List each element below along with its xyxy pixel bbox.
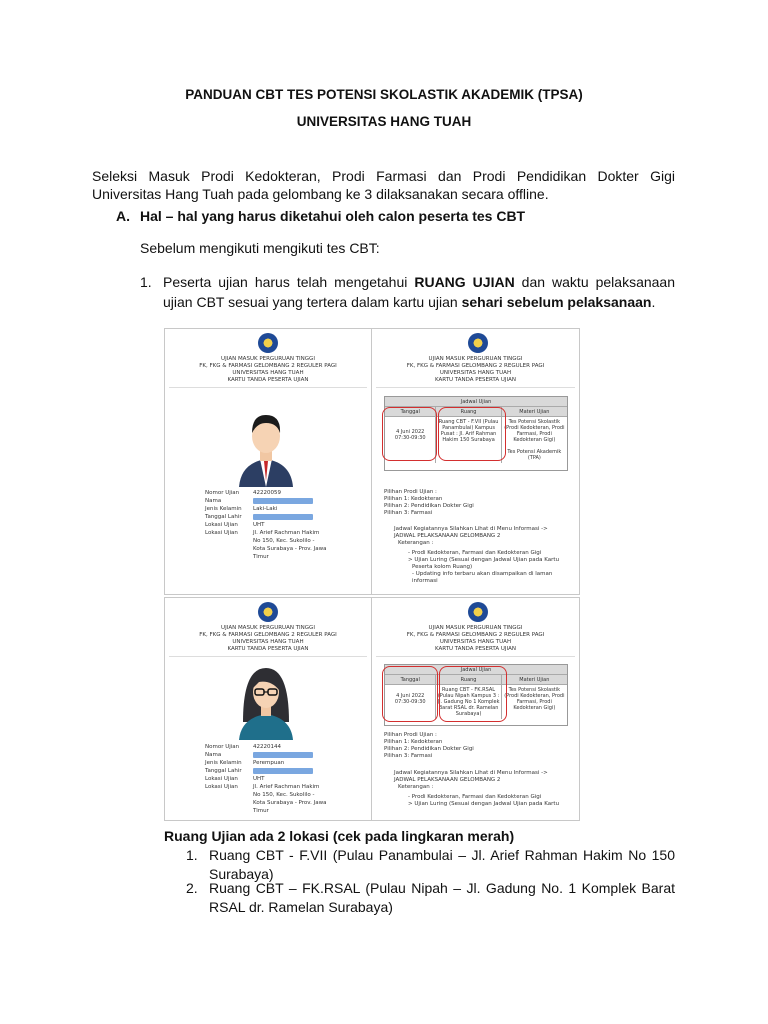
- room-line-2: RSAL dr. Ramelan Surabaya): [209, 899, 393, 915]
- participant-info: [205, 743, 343, 815]
- prodi-choices: [384, 732, 559, 808]
- card-header-line: FK, FKG & FARMASI GELOMBANG 2 REGULER PAGI: [199, 363, 337, 369]
- item1-line-2: [163, 292, 675, 312]
- keterangan-line: > Ujian Luring (Sesuai dengan Jadwal Ujian pada Kartu: [408, 801, 560, 807]
- schedule-note: JADWAL PELAKSANAAN GELOMBANG 2: [394, 533, 501, 539]
- item1-text-c: dan waktu pelaksanaan: [514, 274, 675, 290]
- divider: [169, 656, 367, 657]
- keterangan-label: Keterangan :: [398, 784, 434, 790]
- card-header-line: KARTU TANDA PESERTA UJIAN: [434, 646, 517, 652]
- item1-line-1: [163, 272, 675, 292]
- prodi-choice: Pilihan 2: Pendidikan Dokter Gigi: [384, 503, 474, 509]
- card-header-line: UNIVERSITAS HANG TUAH: [439, 370, 512, 376]
- sehari-emphasis: sehari sebelum pelaksanaan: [461, 294, 652, 310]
- value-alamat: Jl. Arief Rachman Hakim: [253, 784, 320, 790]
- item1-text-f: .: [651, 294, 656, 310]
- cell-tanggal: 4 Juni 2022: [396, 429, 425, 435]
- col-materi: Materi Ujian: [519, 409, 550, 415]
- keterangan-line: - Prodi Kedokteran, Farmasi dan Kedokteran Gigi: [408, 550, 542, 556]
- highlight-circle: [438, 407, 506, 461]
- keterangan-line: > Ujian Luring (Sesuai dengan Jadwal Ujian pada Kartu: [408, 557, 560, 563]
- prodi-heading: Pilihan Prodi Ujian :: [384, 489, 437, 495]
- cell-tanggal: 4 Juni 2022: [396, 693, 425, 699]
- card-header-line: FK, FKG & FARMASI GELOMBANG 2 REGULER PAGI: [406, 632, 545, 638]
- lokasi-heading: Ruang Ujian ada 2 lokasi (cek pada lingkaran merah): [164, 828, 515, 844]
- label-lokasi: Lokasi Ujian: [205, 522, 238, 528]
- prodi-choice: Pilihan 1: Kedokteran: [384, 496, 443, 502]
- label-jk: Jenis Kelamin: [205, 506, 242, 512]
- university-seal-icon: [468, 333, 488, 353]
- intro-paragraph: [92, 167, 675, 203]
- label-nama: Nama: [205, 752, 222, 758]
- label-jk: Jenis Kelamin: [205, 760, 242, 766]
- value-lokasi: UHT: [253, 776, 265, 782]
- card-header-line: UNIVERSITAS HANG TUAH: [232, 639, 304, 645]
- intro-line-2: Universitas Hang Tuah pada gelombang ke 3 dilaksanakan secara offline.: [92, 186, 549, 202]
- doc-subtitle: UNIVERSITAS HANG TUAH: [296, 114, 472, 129]
- keterangan-label: Keterangan :: [398, 540, 434, 546]
- card-header-line: UNIVERSITAS HANG TUAH: [439, 639, 512, 645]
- schedule-table-title: Jadwal Ujian: [385, 665, 567, 675]
- card-header-line: FK, FKG & FARMASI GELOMBANG 2 REGULER PAGI: [199, 632, 337, 638]
- prodi-heading: Pilihan Prodi Ujian :: [384, 732, 437, 738]
- card-header-line: UJIAN MASUK PERGURUAN TINGGI: [221, 625, 315, 631]
- card-header-line: KARTU TANDA PESERTA UJIAN: [227, 646, 309, 652]
- col-ruang: Ruang: [436, 407, 501, 416]
- prodi-choice: Pilihan 1: Kedokteran: [384, 739, 443, 745]
- card-header: [372, 625, 579, 653]
- value-nomor: 42220059: [253, 490, 281, 496]
- prodi-choice: Pilihan 2: Pendidikan Dokter Gigi: [384, 746, 474, 752]
- col-tanggal: Tanggal: [385, 407, 436, 416]
- prodi-choices: [384, 489, 579, 585]
- label-lokasi: Lokasi Ujian: [205, 776, 238, 782]
- list-item-number: 1.: [186, 847, 198, 863]
- prodi-choice: Pilihan 3: Farmasi: [384, 510, 433, 516]
- exam-card-screenshot-2: [164, 597, 580, 821]
- list-item-number: 1.: [140, 274, 152, 290]
- item1-text-d: ujian CBT sesuai yang tertera dalam kartu ujian: [163, 294, 462, 310]
- male-avatar-icon: [235, 409, 297, 487]
- card-header-line: UNIVERSITAS HANG TUAH: [232, 370, 304, 376]
- cell-jam: 07:30-09:30: [394, 699, 426, 705]
- col-ruang: Ruang: [436, 675, 501, 684]
- highlight-circle: [439, 666, 507, 722]
- value-lokasi: UHT: [253, 522, 265, 528]
- section-a-heading: [116, 208, 525, 224]
- keterangan-line: - Updating info terbaru akan disampaikan di laman informasi: [412, 571, 553, 584]
- redacted-field: [253, 498, 313, 504]
- divider: [169, 387, 367, 388]
- section-a-text: Hal – hal yang harus diketahui oleh calon peserta tes CBT: [140, 208, 526, 224]
- cell-ruang: Ruang CBT - FK.RSAL (Pulau Nipah Kampus 3 : Jl. Gadung No 1 Komplek Barat RSAL dr. Ramelan Surabaya): [436, 685, 501, 719]
- card-header: [165, 625, 371, 653]
- cell-materi: Tes Potensi Skolastik (Prodi Kedokteran, Prodi Farmasi, Prodi Kedokteran Gigi): [504, 419, 565, 443]
- room-line-2: Surabaya): [209, 866, 274, 882]
- cell-materi: Tes Potensi Skolastik (Prodi Kedokteran, Prodi Farmasi, Prodi Kedokteran Gigi): [504, 687, 565, 711]
- label-nomor: Nomor Ujian: [205, 490, 240, 496]
- redacted-field: [253, 768, 313, 774]
- value-alamat: No 150, Kec. Sukolilo -: [253, 538, 315, 544]
- card-header-line: KARTU TANDA PESERTA UJIAN: [434, 377, 517, 383]
- highlight-circle: [382, 407, 437, 461]
- cell-ruang: Ruang CBT - F.VII (Pulau Panambulai) Kampus Pusat : Jl. Arif Rahman Hakim 150 Surabaya: [436, 417, 501, 463]
- room-line-1: Ruang CBT – FK.RSAL (Pulau Nipah – Jl. Gadung No. 1 Komplek Barat: [209, 880, 675, 896]
- value-alamat: No 150, Kec. Sukolilo -: [253, 792, 315, 798]
- cell-materi: Tes Potensi Akademik (TPA): [507, 449, 562, 461]
- schedule-note: Jadwal Kegiatannya Silahkan Lihat di Menu Informasi ->: [394, 526, 548, 532]
- card-header: [165, 356, 371, 384]
- university-seal-icon: [258, 602, 278, 622]
- participant-info: [205, 489, 343, 561]
- redacted-field: [253, 752, 313, 758]
- card-right-panel: [372, 598, 579, 820]
- keterangan-line: Peserta kolom Ruang): [412, 564, 473, 570]
- schedule-note: Jadwal Kegiatannya Silahkan Lihat di Menu Informasi ->: [394, 770, 548, 776]
- doc-title: PANDUAN CBT TES POTENSI SKOLASTIK AKADEMIK (TPSA): [185, 87, 583, 102]
- university-seal-icon: [258, 333, 278, 353]
- item1-text-a: Peserta ujian harus telah mengetahui: [163, 274, 415, 290]
- university-seal-icon: [468, 602, 488, 622]
- prodi-choice: Pilihan 3: Farmasi: [384, 753, 433, 759]
- card-header-line: UJIAN MASUK PERGURUAN TINGGI: [221, 356, 315, 362]
- schedule-note: JADWAL PELAKSANAAN GELOMBANG 2: [394, 777, 501, 783]
- card-header-line: FK, FKG & FARMASI GELOMBANG 2 REGULER PAGI: [406, 363, 545, 369]
- card-header-line: UJIAN MASUK PERGURUAN TINGGI: [428, 625, 523, 631]
- card-header: [372, 356, 579, 384]
- label-lokasi-2: Lokasi Ujian: [205, 784, 238, 790]
- highlight-circle: [382, 666, 438, 722]
- female-avatar-icon: [235, 662, 297, 740]
- value-jk: Perempuan: [253, 760, 285, 766]
- cell-jam: 07:30-09:30: [394, 435, 426, 441]
- value-nomor: 42220144: [253, 744, 281, 750]
- schedule-table-title: Jadwal Ujian: [385, 397, 567, 407]
- col-materi: Materi Ujian: [519, 677, 550, 683]
- value-alamat: Kota Surabaya - Prov. Jawa: [253, 800, 327, 806]
- label-nomor: Nomor Ujian: [205, 744, 240, 750]
- label-lokasi-2: Lokasi Ujian: [205, 530, 238, 536]
- card-header-line: UJIAN MASUK PERGURUAN TINGGI: [428, 356, 523, 362]
- keterangan-line: - Prodi Kedokteran, Farmasi dan Kedokteran Gigi: [408, 794, 542, 800]
- card-left-panel: [165, 329, 372, 594]
- room-line-1: Ruang CBT - F.VII (Pulau Panambulai – Jl. Arief Rahman Hakim No 150: [209, 847, 675, 863]
- value-alamat: Kota Surabaya - Prov. Jawa: [253, 546, 327, 552]
- col-tanggal: Tanggal: [385, 675, 436, 684]
- section-a-marker: A.: [116, 208, 130, 224]
- label-nama: Nama: [205, 498, 222, 504]
- value-jk: Laki-Laki: [253, 506, 278, 512]
- list-item: [186, 879, 675, 917]
- card-left-panel: [165, 598, 372, 820]
- before-test-text: Sebelum mengikuti mengikuti tes CBT:: [140, 240, 380, 256]
- card-right-panel: [372, 329, 579, 594]
- ruang-ujian-emphasis: RUANG UJIAN: [414, 274, 515, 290]
- value-alamat: Timur: [253, 554, 269, 560]
- list-item-number: 2.: [186, 880, 198, 896]
- intro-line-1: Seleksi Masuk Prodi Kedokteran, Prodi Farmasi dan Prodi Pendidikan Dokter Gigi: [92, 168, 675, 184]
- divider: [376, 656, 575, 657]
- divider: [376, 387, 575, 388]
- label-tgl: Tanggal Lahir: [205, 768, 242, 774]
- exam-card-screenshot-1: [164, 328, 580, 595]
- redacted-field: [253, 514, 313, 520]
- value-alamat: Jl. Arief Rachman Hakim: [253, 530, 320, 536]
- list-item: [140, 272, 675, 312]
- card-header-line: KARTU TANDA PESERTA UJIAN: [227, 377, 309, 383]
- value-alamat: Timur: [253, 808, 269, 814]
- label-tgl: Tanggal Lahir: [205, 514, 242, 520]
